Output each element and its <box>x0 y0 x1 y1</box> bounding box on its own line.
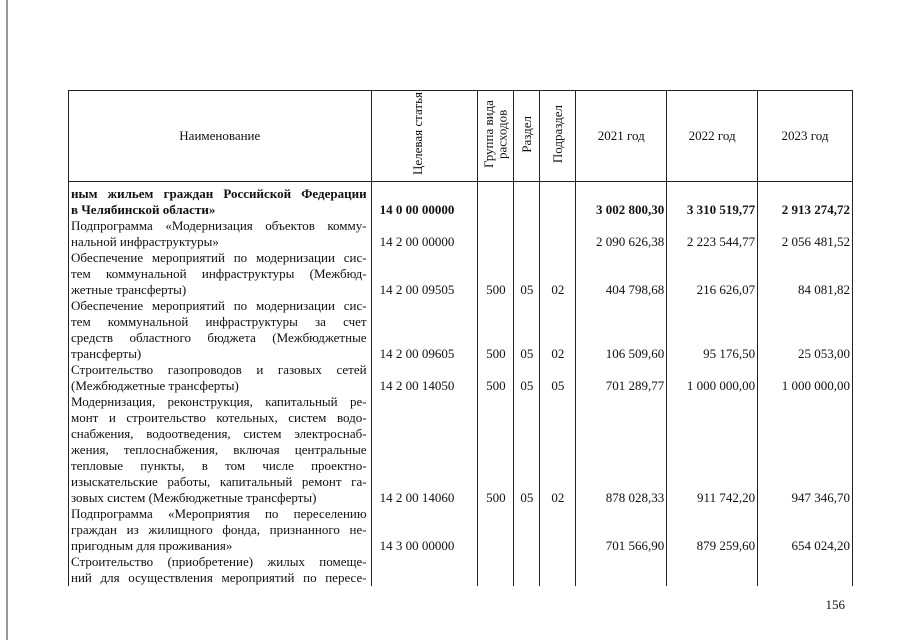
amount-2023-cell: 25 053,00 <box>798 346 850 361</box>
amount-2022-cell: 95 176,50 <box>703 346 756 361</box>
section-cell: 05 <box>520 346 534 361</box>
name-line: (Межбюджетные трансферты) <box>71 378 239 393</box>
name-line: тем коммунальной инфраструктуры (Межбюд- <box>71 266 367 281</box>
expense-group-cell: 500 <box>486 378 506 393</box>
target-article-cell: 14 2 00 14060 <box>379 490 455 505</box>
name-column <box>69 182 372 587</box>
name-line: Обеспечение мероприятий по модернизации сис- <box>71 250 367 265</box>
name-line: монт и строительство котельных, систем водо- <box>71 410 367 425</box>
header-name: Наименование <box>69 91 372 182</box>
y2021-column <box>576 182 667 587</box>
y2023-column <box>758 182 853 587</box>
name-line: зовых систем (Межбюджетные трансферты) <box>71 490 317 505</box>
target-article-cell: 14 2 00 09505 <box>379 282 455 297</box>
amount-2021-cell: 701 289,77 <box>605 378 665 393</box>
section-cell: 05 <box>520 490 534 505</box>
name-line: в Челябинской области» <box>71 202 216 217</box>
target-article-cell: 14 3 00 00000 <box>379 538 455 553</box>
name-line: граждан из жилищного фонда, признанного не- <box>71 522 367 537</box>
expense-group-cell: 500 <box>486 282 506 297</box>
header-2022: 2022 год <box>667 91 758 182</box>
name-line: изыскательские работы, капитальный ремонт га- <box>71 474 367 489</box>
amount-2022-cell: 2 223 544,77 <box>686 234 756 249</box>
table-header-row <box>69 91 853 182</box>
subsection-column <box>540 182 576 587</box>
amount-2023-cell: 84 081,82 <box>798 282 850 297</box>
amount-2023-cell: 1 000 000,00 <box>781 378 850 393</box>
amount-2022-cell: 216 626,07 <box>696 282 756 297</box>
header-expense-group: Группа вида расходов <box>478 91 514 182</box>
section-column <box>514 182 540 587</box>
name-line: Модернизация, реконструкция, капитальный ре- <box>71 394 367 409</box>
expense-group-cell: 500 <box>486 490 506 505</box>
name-line: нальной инфраструктуры» <box>71 234 219 249</box>
name-line: Подпрограмма «Мероприятия по переселению <box>71 506 367 521</box>
name-line: средств областного бюджета (Межбюджетные <box>71 330 367 345</box>
amount-2022-cell: 1 000 000,00 <box>686 378 756 393</box>
amount-2021-cell: 106 509,60 <box>605 346 665 361</box>
amount-2021-cell: 3 002 800,30 <box>595 202 665 217</box>
budget-table <box>68 90 853 586</box>
page-edge <box>0 0 8 640</box>
amount-2021-cell: 2 090 626,38 <box>595 234 665 249</box>
name-line: жения, теплоснабжения, включая центральные <box>71 442 367 457</box>
y2022-column <box>667 182 758 587</box>
name-line: Строительство газопроводов и газовых сетей <box>71 362 367 377</box>
subsection-cell: 05 <box>551 378 565 393</box>
subsection-cell: 02 <box>551 282 565 297</box>
header-subsection: Подраздел <box>540 91 576 182</box>
target-article-cell: 14 2 00 14050 <box>379 378 455 393</box>
subsection-cell: 02 <box>551 490 565 505</box>
header-target-article: Целевая статья <box>371 91 478 182</box>
target-article-cell: 14 2 00 00000 <box>379 234 455 249</box>
amount-2021-cell: 701 566,90 <box>605 538 665 553</box>
name-line: жетные трансферты) <box>71 282 187 297</box>
section-cell: 05 <box>520 282 534 297</box>
header-2021: 2021 год <box>576 91 667 182</box>
name-line: снабжения, водоотведения, систем электроснаб- <box>71 426 367 441</box>
name-line: Подпрограмма «Модернизация объектов комму- <box>71 218 367 233</box>
name-line: ний для осуществления мероприятий по пересе- <box>71 570 367 585</box>
name-line: Обеспечение мероприятий по модернизации сис- <box>71 298 367 313</box>
target-article-column <box>371 182 478 587</box>
amount-2023-cell: 654 024,20 <box>791 538 850 553</box>
name-line: ным жильем граждан Российской Федерации <box>71 186 367 201</box>
name-line: трансферты) <box>71 346 142 361</box>
name-line: Строительство (приобретение) жилых помеще- <box>71 554 367 569</box>
amount-2021-cell: 404 798,68 <box>605 282 665 297</box>
amount-2023-cell: 947 346,70 <box>791 490 850 505</box>
amount-2023-cell: 2 913 274,72 <box>781 202 850 217</box>
amount-2021-cell: 878 028,33 <box>605 490 665 505</box>
section-cell: 05 <box>520 378 534 393</box>
expense-group-column <box>478 182 514 587</box>
target-article-cell: 14 2 00 09605 <box>379 346 455 361</box>
expense-group-cell: 500 <box>486 346 506 361</box>
name-line: тем коммунальной инфраструктуры за счет <box>71 314 367 329</box>
name-line: пригодным для проживания» <box>71 538 233 553</box>
page-number: 156 <box>825 597 845 612</box>
header-2023: 2023 год <box>758 91 853 182</box>
name-line: тепловые пункты, в том числе проектно- <box>71 458 367 473</box>
table-body-row <box>69 182 853 587</box>
amount-2022-cell: 911 742,20 <box>697 490 756 505</box>
target-article-cell: 14 0 00 00000 <box>379 202 455 217</box>
amount-2023-cell: 2 056 481,52 <box>781 234 850 249</box>
header-section: Раздел <box>514 91 540 182</box>
amount-2022-cell: 3 310 519,77 <box>686 202 756 217</box>
subsection-cell: 02 <box>551 346 565 361</box>
amount-2022-cell: 879 259,60 <box>696 538 756 553</box>
